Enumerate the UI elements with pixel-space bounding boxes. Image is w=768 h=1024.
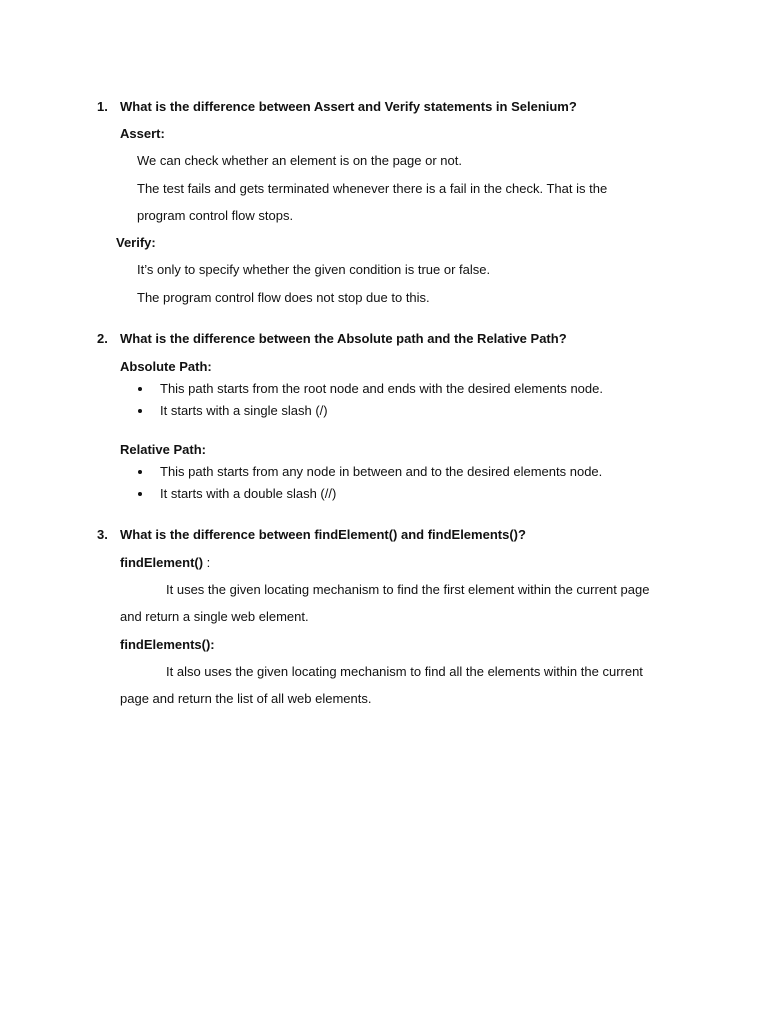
absolute-bullet-1: This path starts from the root node and ends with the desired elements node.: [160, 381, 603, 396]
question-2-number: 2.: [97, 331, 108, 346]
assert-line-2: The test fails and gets terminated whenever there is a fail in the check. That is the: [137, 181, 608, 196]
question-2-text: What is the difference between the Absolute path and the Relative Path?: [120, 331, 567, 346]
question-3-number: 3.: [97, 527, 108, 542]
assert-line-3: program control flow stops.: [137, 208, 294, 223]
find-elements-heading: findElements():: [120, 637, 215, 652]
relative-bullet-1: This path starts from any node in between and to the desired elements node.: [160, 464, 603, 479]
find-element-separator: :: [203, 555, 211, 570]
question-1-text: What is the difference between Assert and Verify statements in Selenium?: [120, 99, 577, 114]
relative-bullet-2: It starts with a double slash (//): [160, 486, 337, 501]
find-elements-line-1: It also uses the given locating mechanism to find all the elements within the current: [166, 664, 643, 679]
bullet-icon: [138, 409, 142, 413]
assert-line-1: We can check whether an element is on the page or not.: [137, 153, 462, 168]
verify-line-1: It’s only to specify whether the given condition is true or false.: [137, 262, 491, 277]
bullet-icon: [138, 492, 142, 496]
find-element-line-2: and return a single web element.: [120, 609, 309, 624]
question-1-number: 1.: [97, 99, 108, 114]
find-element-heading-line: [120, 555, 210, 571]
question-3-text: What is the difference between findElement() and findElements()?: [120, 527, 526, 542]
relative-path-heading: Relative Path:: [120, 442, 206, 457]
verify-line-2: The program control flow does not stop due to this.: [137, 290, 430, 305]
absolute-path-heading: Absolute Path:: [120, 359, 212, 374]
assert-heading: Assert:: [120, 126, 165, 141]
find-element-line-1: It uses the given locating mechanism to find the first element within the current page: [166, 582, 650, 597]
verify-heading: Verify:: [116, 235, 156, 250]
bullet-icon: [138, 387, 142, 391]
find-element-heading: findElement(): [120, 555, 204, 570]
bullet-icon: [138, 470, 142, 474]
absolute-bullet-2: It starts with a single slash (/): [160, 403, 328, 418]
find-elements-line-2: page and return the list of all web elements.: [120, 691, 372, 706]
